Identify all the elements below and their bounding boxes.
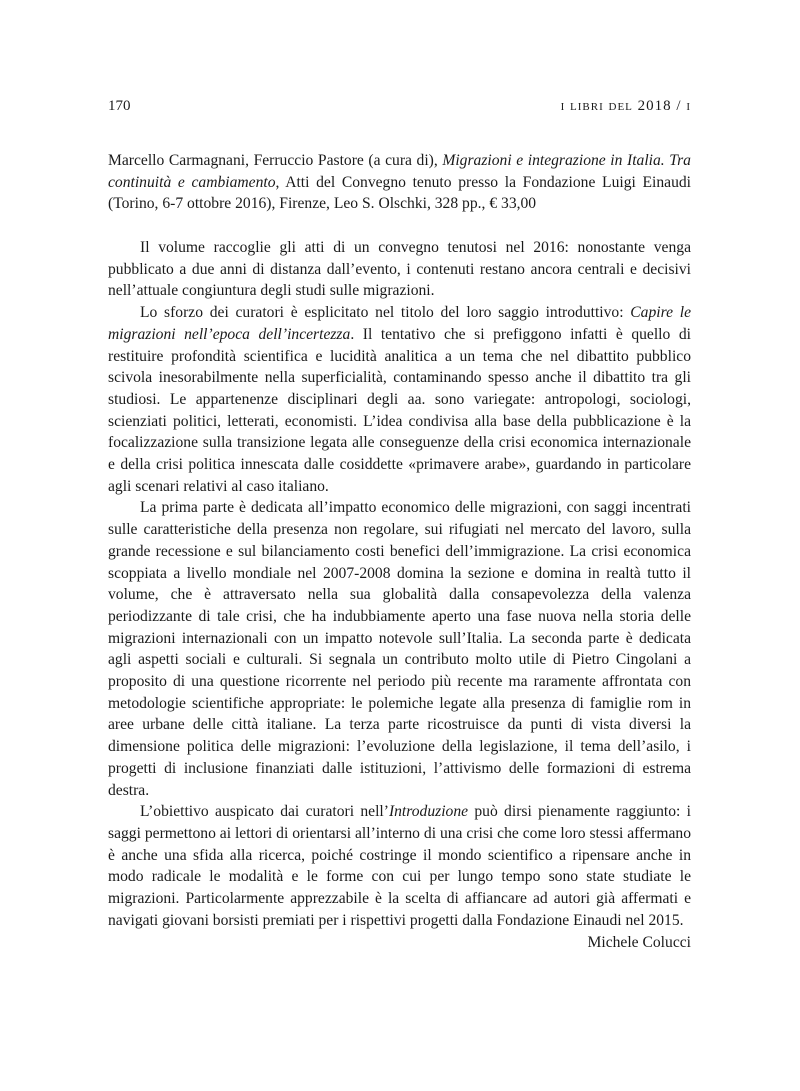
- review-paragraph-1: Il volume raccoglie gli atti di un convegno tenutosi nel 2016: nonostante venga pubblicato a due anni di distanza dall’evento, i contenuti restano ancora centrali e decisivi nell’attuale congiuntura degli studi sulle migrazioni.: [108, 239, 691, 300]
- review-paragraph-4: [108, 801, 691, 931]
- citation-authors: Marcello Carmagnani, Ferruccio Pastore (a cura di),: [108, 152, 443, 169]
- bibliographic-citation: [108, 150, 691, 215]
- reviewer-signature: Michele Colucci: [587, 933, 691, 951]
- review-paragraph-2-text-cont: . Il tentativo che si prefiggono infatti è quello di restituire profondità scientifica e lucidità analitica a un tema che nel dibattito pubblico scivola inesorabilmente nella superficialità, contaminando spesso anche il dibattito tra gli studiosi. Le appartenenze disciplinari degli aa. sono variegate: antropologi, sociologi, scienziati politici, letterati, economisti. L’idea condivisa alla base della pubblicazione è la focalizzazione sulla transizione legata alle conseguenze della crisi economica internazionale e della crisi politica innescata dalle cosiddette «primavere arabe», guardando in particolare agli scenari relativi al caso italiano.: [108, 325, 691, 495]
- running-head: [108, 97, 691, 119]
- page-number: 170: [108, 98, 131, 114]
- citation-details: , Atti del Convegno tenuto presso la Fondazione Luigi Einaudi (Torino, 6-7 ottobre 2016), Firenze, Leo S. Olschki, 328 pp., € 33,00: [108, 173, 692, 213]
- review-paragraph-2: [108, 302, 691, 497]
- review-paragraph-2-text: Lo sforzo dei curatori è esplicitato nel titolo del loro saggio introduttivo:: [140, 304, 631, 322]
- review-paragraph-4-text-cont: può dirsi pienamente raggiunto: i saggi permettono ai lettori di orientarsi all’interno di una crisi che come loro stessi affermano è anche una sfida alla ricerca, poiché costringe il mondo scientifico a ripensare anche in modo radicale le modalità e le forme con cui per lungo tempo sono state studiate le migrazioni. Particolarmente apprezzabile è la scelta di affiancare ad autori già affermati e navigati giovani borsisti premiati per i rispettivi progetti dalla Fondazione Einaudi nel 2015.: [108, 803, 691, 929]
- section-title: i libri del 2018 / i: [560, 98, 691, 114]
- essay-title: Capire le migrazioni nell’epoca dell’incertezza: [108, 304, 691, 343]
- introduction-title: Introduzione: [388, 803, 469, 821]
- review-paragraph-3: La prima parte è dedicata all’impatto economico delle migrazioni, con saggi incentrati sulle caratteristiche della presenza non regolare, sui rifugiati nel mercato del lavoro, sulla grande recessione e sul bilanciamento costi benefici dell’immigrazione. La crisi economica scoppiata a livello mondiale nel 2007-2008 domina la sezione e domina in realtà tutto il volume, che è attraversato nella sua globalità dalla consapevolezza della valenza periodizzante di tale crisi, che ha indubbiamente aperto una fase nuova nella storia delle migrazioni internazionali con un impatto notevole sull’Italia. La seconda parte è dedicata agli aspetti sociali e culturali. Si segnala un contributo molto utile di Pietro Cingolani a proposito di una questione ricorrente nel periodo più recente ma raramente affrontata con metodologie scientifiche appropriate: le polemiche legate alla presenza di famiglie rom in aree urbane delle città italiane. La terza parte ricostruisce da punti di vista diversi la dimensione politica delle migrazioni: l’evoluzione della legislazione, il tema dell’asilo, i progetti di inclusione finanziati dalle istituzioni, l’attivismo delle formazioni di estrema destra.: [108, 499, 691, 799]
- review-paragraph-4-text: L’obiettivo auspicato dai curatori nell’: [140, 803, 389, 821]
- review-body: [108, 237, 691, 953]
- book-review-page: [108, 0, 691, 1091]
- citation-book-title: Migrazioni e integrazione in Italia. Tra continuità e cambiamento: [108, 152, 691, 191]
